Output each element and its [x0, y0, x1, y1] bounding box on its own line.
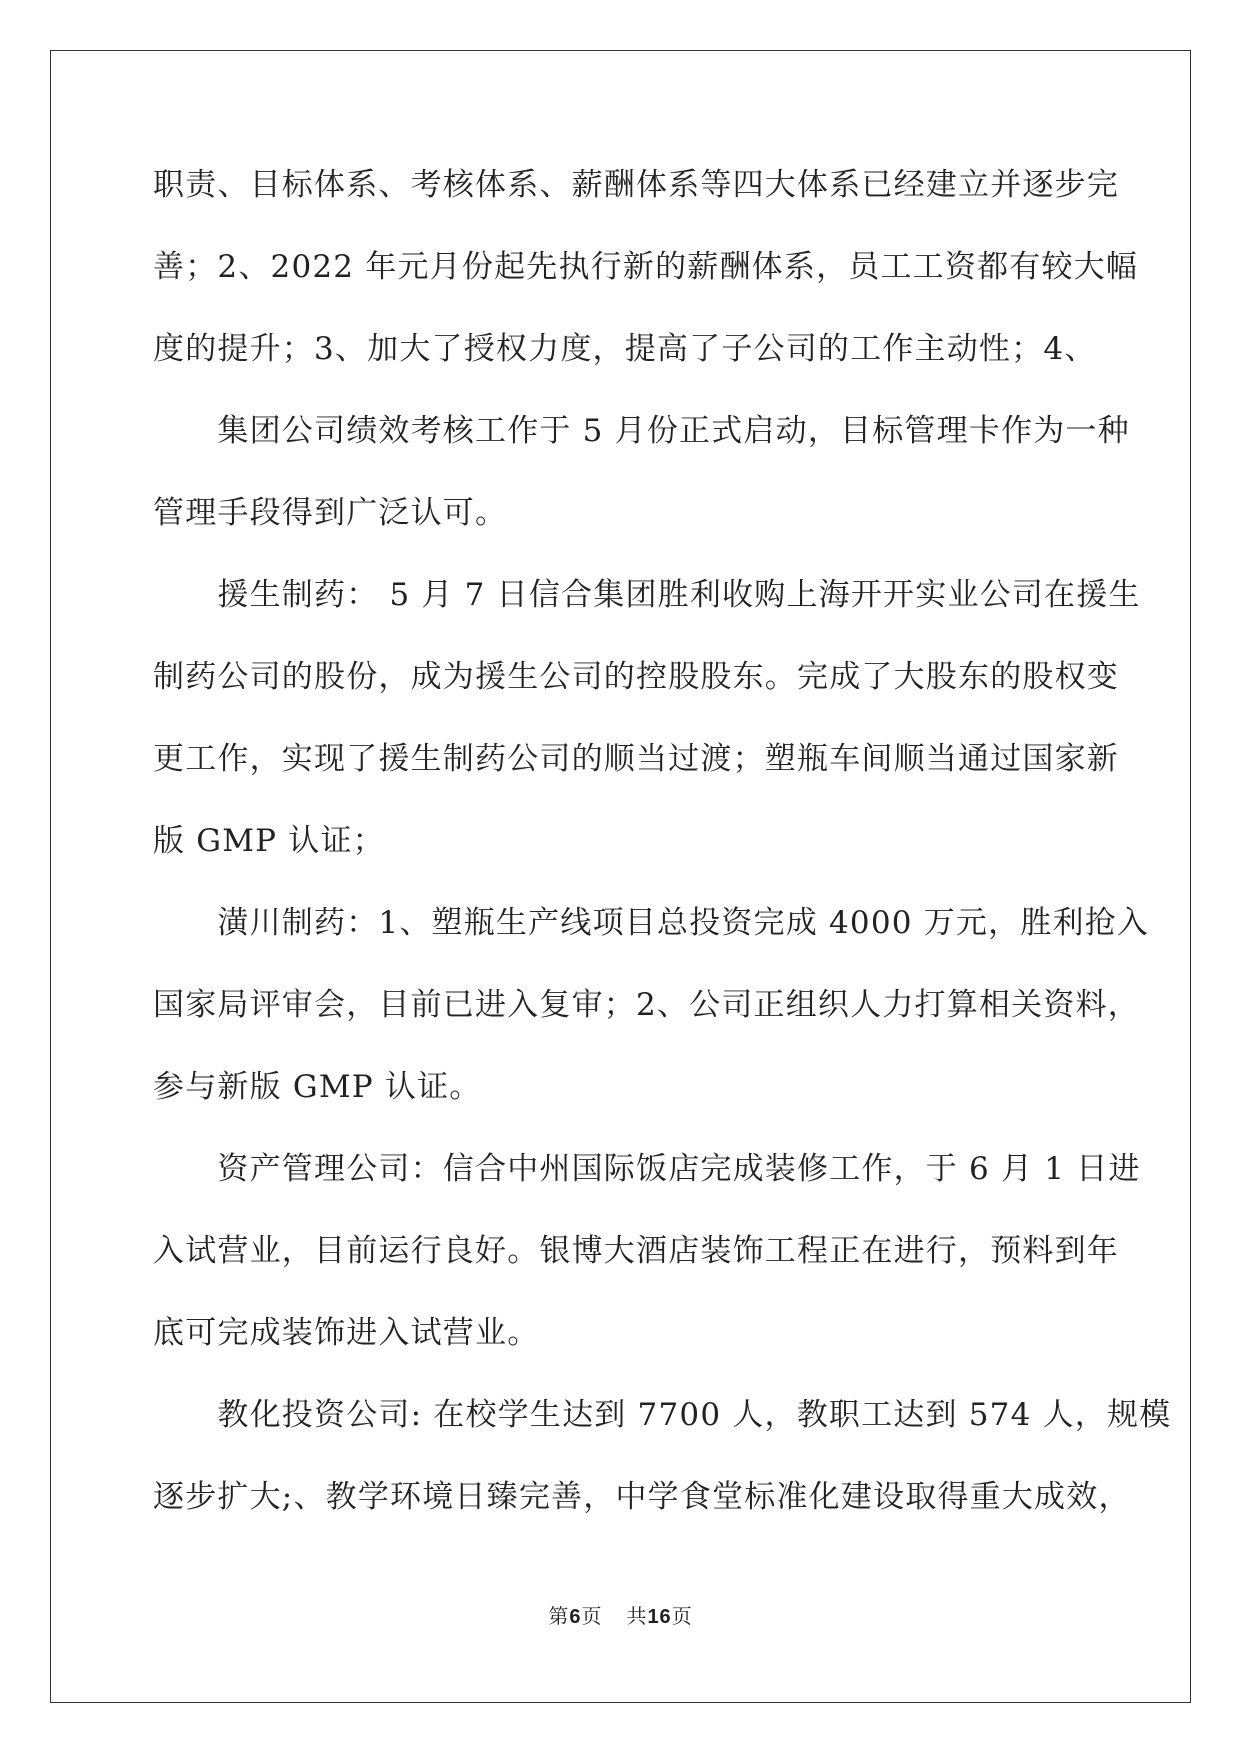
text-line: 援生制药： 5 月 7 日信合集团胜利收购上海开开实业公司在援生	[153, 577, 1141, 613]
page-footer	[0, 1600, 1241, 1629]
text-line: 潢川制药：1、塑瓶生产线项目总投资完成 4000 万元，胜利抢入	[153, 905, 1150, 941]
text-line: 制药公司的股份，成为援生公司的控股股东。完成了大股东的股权变	[153, 659, 1119, 695]
footer-total-prefix: 共	[626, 1604, 648, 1628]
text-line: 入试营业，目前运行良好。银博大酒店装饰工程正在进行，预料到年	[153, 1233, 1119, 1269]
current-page-number: 6	[569, 1606, 582, 1628]
text-line: 度的提升；3、加大了授权力度，提高了子公司的工作主动性；4、	[153, 331, 1097, 367]
footer-page-suffix: 页	[581, 1604, 603, 1628]
text-line: 逐步扩大;、教学环境日臻完善，中学食堂标准化建设取得重大成效，	[153, 1479, 1131, 1515]
text-line: 善；2、2022 年元月份起先执行新的薪酬体系，员工工资都有较大幅	[153, 249, 1139, 285]
text-line: 更工作，实现了援生制药公司的顺当过渡；塑瓶车间顺当通过国家新	[153, 741, 1119, 777]
text-line: 资产管理公司：信合中州国际饭店完成装修工作，于 6 月 1 日进	[153, 1151, 1141, 1187]
text-line: 参与新版 GMP 认证。	[153, 1069, 482, 1105]
text-line: 教化投资公司: 在校学生达到 7700 人，教职工达到 574 人，规模	[153, 1397, 1172, 1433]
text-line: 版 GMP 认证；	[153, 823, 385, 859]
text-line: 底可完成装饰进入试营业。	[153, 1315, 540, 1351]
footer-total-suffix: 页	[671, 1604, 693, 1628]
document-body	[153, 160, 1172, 1554]
total-page-number: 16	[647, 1606, 672, 1628]
text-line: 职责、目标体系、考核体系、薪酬体系等四大体系已经建立并逐步完	[153, 167, 1119, 203]
text-line: 集团公司绩效考核工作于 5 月份正式启动，目标管理卡作为一种	[153, 413, 1130, 449]
text-line: 管理手段得到广泛认可。	[153, 495, 508, 531]
text-line: 国家局评审会，目前已进入复审；2、公司正组织人力打算相关资料，	[153, 987, 1140, 1023]
footer-prefix: 第	[548, 1604, 570, 1628]
